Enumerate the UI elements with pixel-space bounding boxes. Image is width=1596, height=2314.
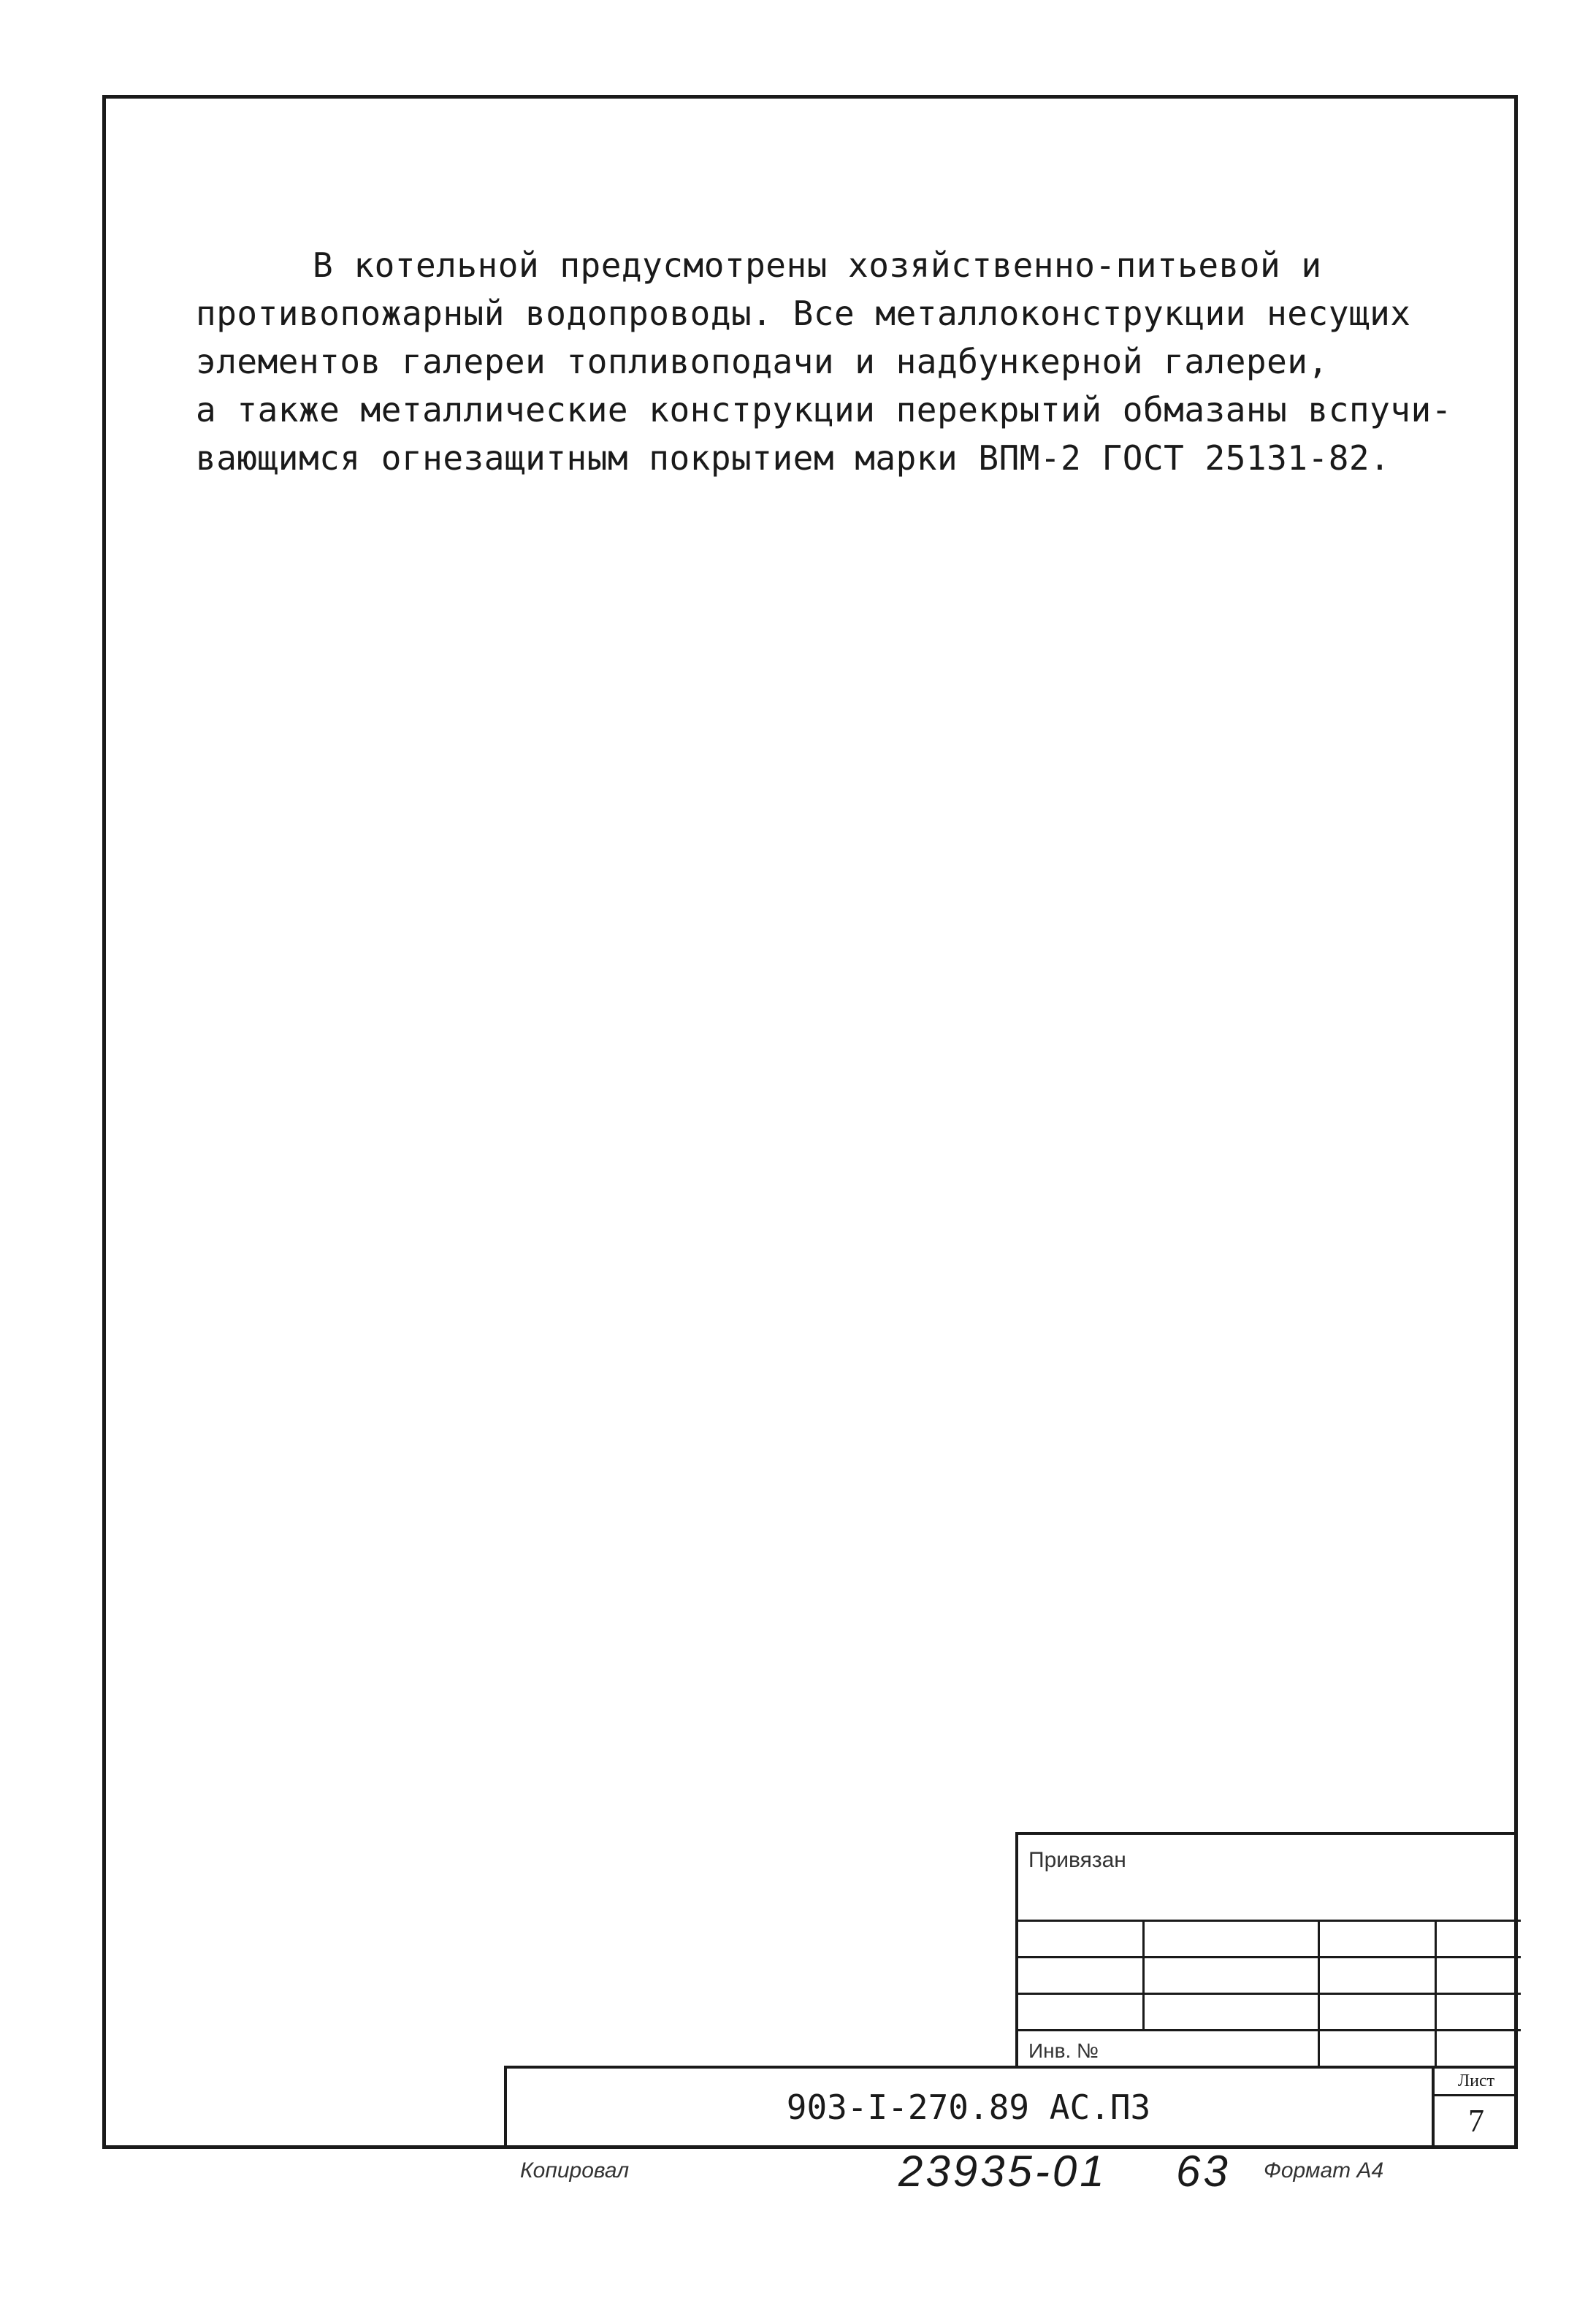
- grid-line: [1318, 1920, 1320, 2069]
- archive-number: 23935-01: [898, 2147, 1107, 2196]
- sheet-number: 7: [1468, 2103, 1484, 2139]
- grid-line: [1018, 1993, 1521, 1995]
- text-line: элементов галереи топливоподачи и надбункерной галереи,: [196, 342, 1329, 381]
- text-line: вающимся огнезащитным покрытием марки ВПМ-2 ГОСТ 25131-82.: [196, 438, 1391, 478]
- format-label: Формат А4: [1264, 2158, 1384, 2183]
- document-code: 903-I-270.89 АС.ПЗ: [786, 2088, 1151, 2127]
- grid-line: [1435, 1920, 1437, 2069]
- body-text: [196, 241, 1452, 482]
- text-line: В котельной предусмотрены хозяйственно-питьевой и: [313, 245, 1322, 285]
- grid-line: [1018, 2029, 1521, 2031]
- grid-line: [1018, 1956, 1521, 1958]
- approval-block: [1015, 1832, 1518, 2066]
- text-line: противопожарный водопроводы. Все металлоконструкции несущих: [196, 294, 1411, 333]
- grid-line: [1018, 1920, 1521, 1922]
- copied-label: Копировал: [520, 2158, 630, 2183]
- sheet-label: Лист: [1435, 2071, 1518, 2096]
- sheet-cell: [1432, 2069, 1518, 2149]
- archive-page: 63: [1176, 2147, 1231, 2196]
- text-line: а также металлические конструкции перекрытий обмазаны вспучи-: [196, 390, 1452, 429]
- title-stamp: [504, 2066, 1518, 2149]
- inventory-label: Инв. №: [1028, 2039, 1099, 2062]
- approval-caption: Привязан: [1028, 1848, 1126, 1872]
- grid-line: [1142, 1920, 1145, 2029]
